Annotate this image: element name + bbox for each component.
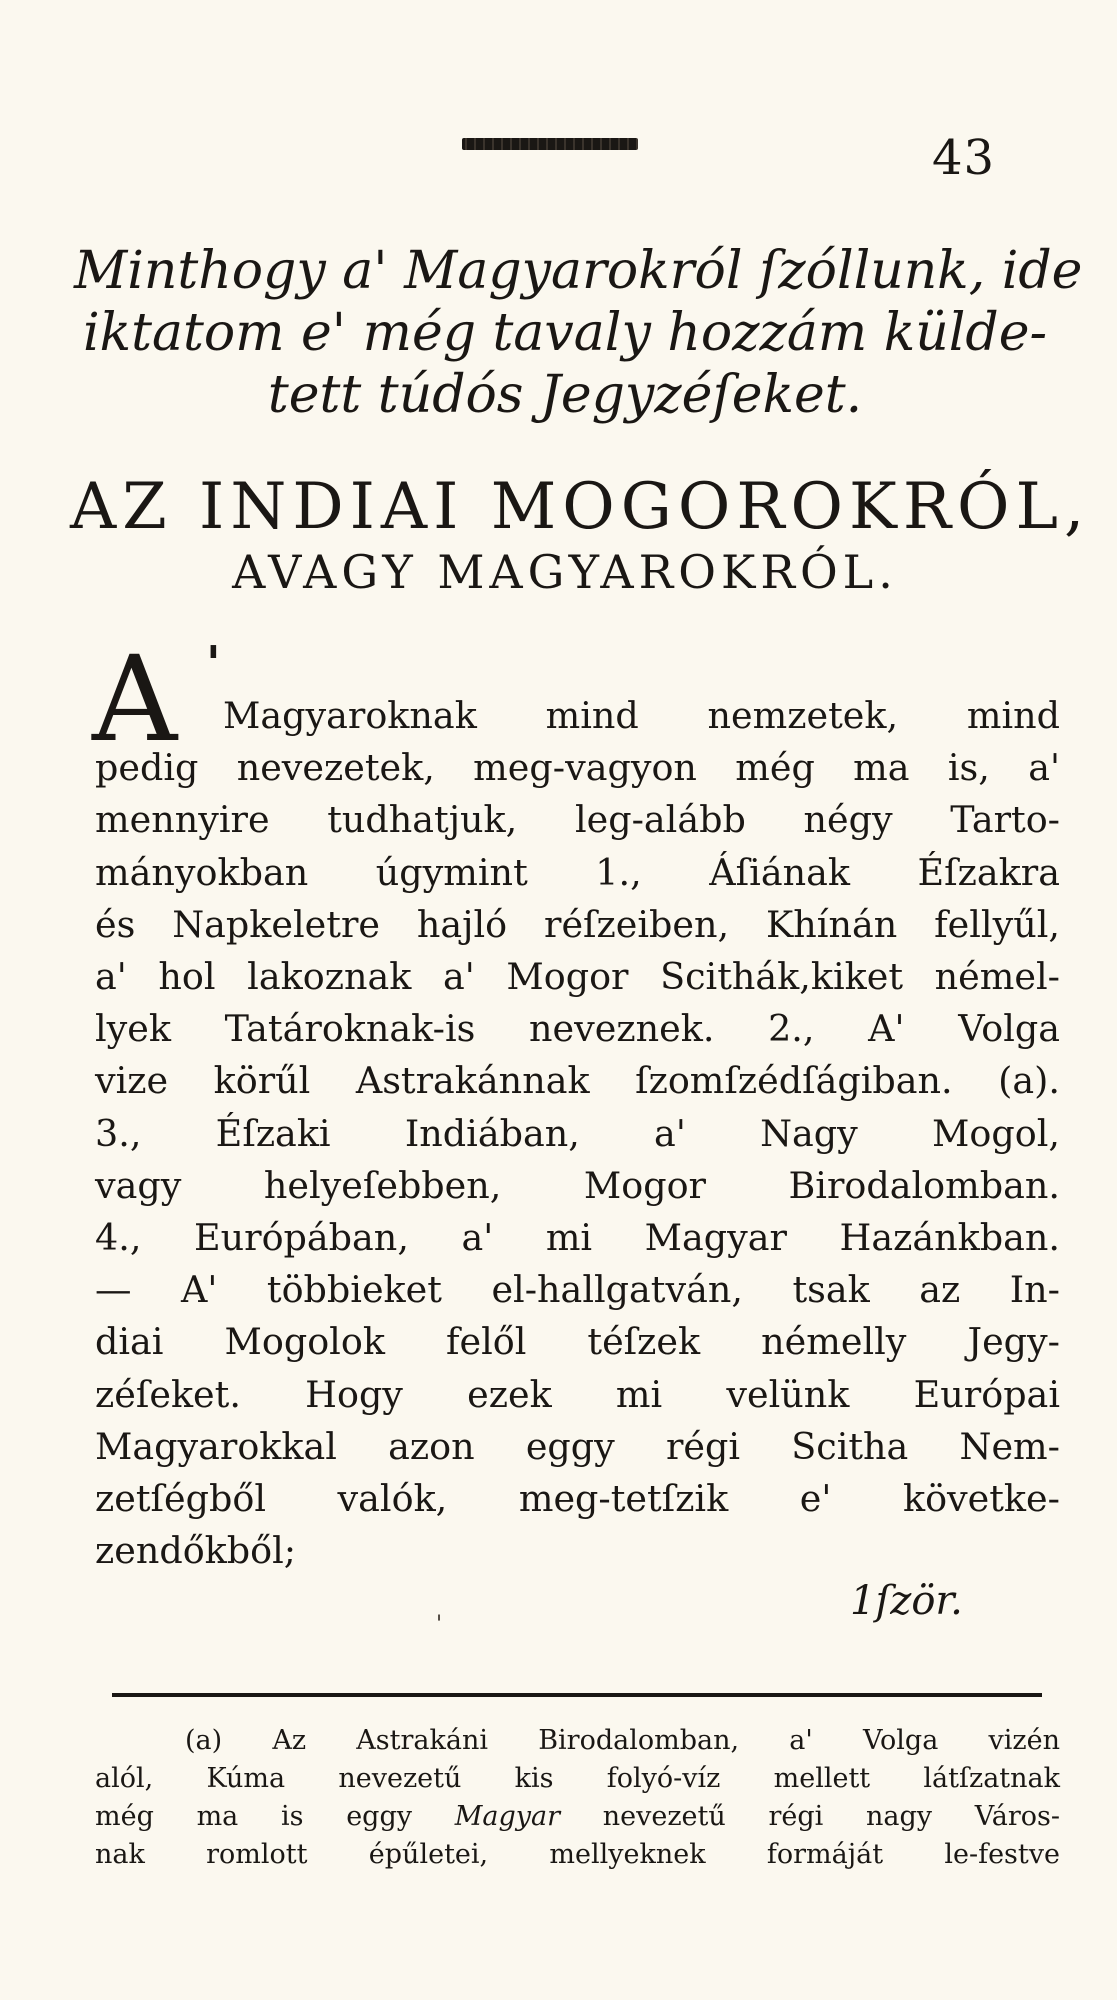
chapter-title: AZ INDIAI MOGOROKRÓL, — [70, 470, 1091, 544]
body-line: Magyarokkal azon eggy régi Scitha Nem- — [95, 1424, 1060, 1468]
signature-mark: ' — [436, 1612, 443, 1637]
footnote-text: nevezetű régi nagy Város- — [560, 1801, 1060, 1832]
intro-line: iktatom e' még tavaly hozzám külde- — [82, 303, 1048, 363]
body-line: 4., Európában, a' mi Magyar Hazánkban. — [95, 1216, 1060, 1260]
intro-line: Minthogy a' Magyarokról ſzóllunk, ide — [74, 241, 1083, 301]
body-line: és Napkeletre hajló réſzeiben, Khínán fellyűl, — [95, 902, 1060, 946]
intro-paragraph — [70, 240, 1083, 426]
footnote-line — [95, 1798, 1060, 1836]
body-paragraph — [95, 690, 1060, 1577]
body-line: lyek Tatároknak-is neveznek. 2., A' Volga — [95, 1007, 1060, 1051]
body-line: zetſégből valók, meg-tetſzik e' követke- — [95, 1477, 1060, 1521]
body-line: — A' többieket el-hallgatván, tsak az In- — [95, 1268, 1060, 1312]
catchword: 1ſzör. — [850, 1578, 963, 1624]
footnote-emphasis: Magyar — [454, 1801, 561, 1832]
footnote-line: alól, Kúma nevezetű kis folyó-víz mellett látſzatnak — [95, 1763, 1060, 1794]
body-line: 3., Éſzaki Indiában, a' Nagy Mogol, — [95, 1111, 1060, 1155]
body-line: a' hol lakoznak a' Mogor Scithák,kiket némel- — [95, 955, 1060, 999]
footnote-text: még ma is eggy — [95, 1801, 455, 1832]
body-line: zendőkből; — [95, 1529, 297, 1573]
header-ornament — [462, 138, 638, 150]
footnote-line: (a) Az Astrakáni Birodalomban, a' Volga vizén — [185, 1725, 1060, 1756]
body-line: diai Mogolok felől téſzek némelly Jegy- — [95, 1320, 1060, 1364]
body-line: mányokban úgymint 1., Áſiának Éſzakra — [95, 850, 1060, 894]
body-line: Magyaroknak mind nemzetek, mind — [223, 694, 1060, 737]
drop-cap: A — [92, 630, 178, 768]
chapter-subtitle: AVAGY MAGYAROKRÓL. — [232, 545, 898, 599]
footnote-rule — [112, 1693, 1042, 1697]
body-line: pedig nevezetek, meg-vagyon még ma is, a' — [95, 746, 1060, 790]
footnote — [95, 1722, 1060, 1874]
body-line: mennyire tudhatjuk, leg-alább négy Tarto- — [95, 798, 1060, 842]
intro-line: tett túdós Jegyzéſeket. — [267, 365, 863, 425]
body-line: zéſeket. Hogy ezek mi velünk Európai — [95, 1372, 1060, 1416]
body-line: vagy helyeſebben, Mogor Birodalomban. — [95, 1163, 1060, 1207]
body-line: vize körűl Astrakánnak ſzomſzédſágiban. (a). — [95, 1059, 1060, 1103]
footnote-line: nak romlott épűletei, mellyeknek formáját le-festve — [95, 1839, 1060, 1870]
page-number: 43 — [932, 130, 996, 186]
drop-cap-apostrophe: ' — [206, 636, 221, 692]
